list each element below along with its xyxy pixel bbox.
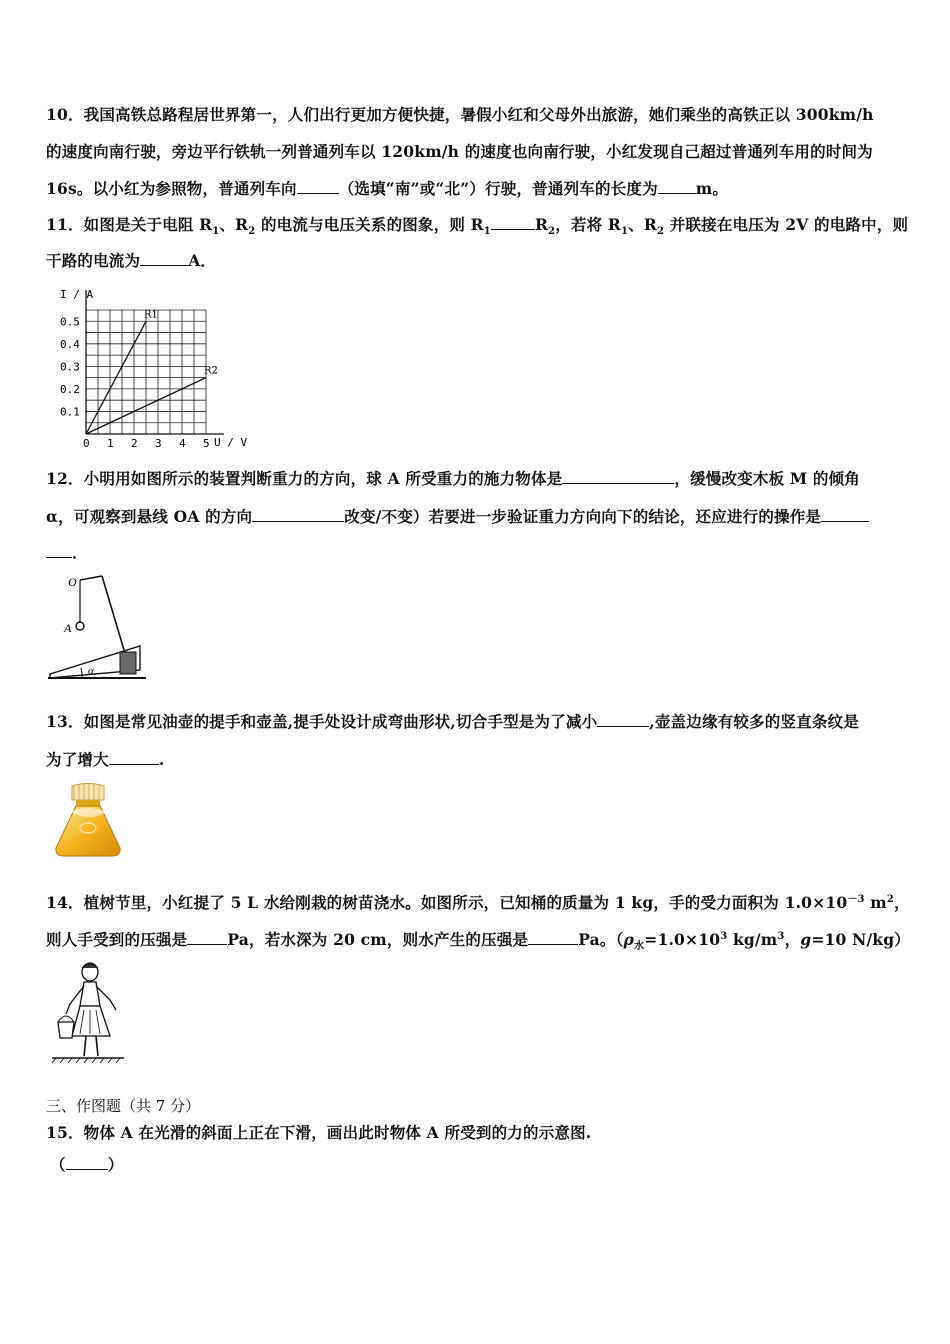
answer-blank[interactable]: [297, 179, 339, 194]
q14-line-1: 14．植树节里，小红提了 5 L 水给刚栽的树苗浇水。如图所示，已知桶的质量为 1 kg，手的受力面积为 $1.0\times 10^{-3}$ $m^2$，: [46, 893, 910, 913]
x-tick-label: 1: [107, 437, 114, 450]
label-alpha: α: [88, 665, 94, 677]
ball-a: [76, 622, 84, 630]
q10-line-3: 16s。以小红为参照物，普通列车向 （选填“南”或“北”）行驶，普通列车的长度为 m。: [46, 179, 729, 198]
left-leg: [84, 1036, 86, 1056]
y-tick-label: 0.3: [60, 360, 80, 374]
answer-blank[interactable]: [109, 750, 159, 765]
oil-bottle-figure: [52, 782, 124, 858]
stand-post: [102, 576, 124, 650]
skirt: [72, 1006, 110, 1036]
bottle-neck: [76, 800, 100, 806]
y-tick-label: 0.5: [60, 315, 80, 329]
answer-blank[interactable]: [562, 469, 674, 484]
x-tick-label: 5: [203, 437, 210, 450]
hair: [82, 964, 98, 968]
q12-line-2: α，可观察到悬线 OA 的方向 改变/不变）若要进一步验证重力方向向下的结论，还应进行的操作是: [46, 505, 869, 527]
x-tick-label: 0: [83, 437, 90, 450]
answer-blank[interactable]: [528, 930, 578, 945]
q12-line-1: 12．小明用如图所示的装置判断重力的方向，球 A 所受重力的施力物体是 ，缓慢改变木板 M 的倾角: [46, 469, 860, 488]
q10-line-1: 10．我国高铁总路程居世界第一，人们出行更加方便快捷，暑假小红和父母外出旅游，她们乘坐的高铁正以 300km/h: [46, 105, 874, 124]
hanger-arm: [80, 576, 102, 580]
q15-answer-line: （ ）: [50, 1155, 124, 1174]
q14-line-2: 则人手受到的压强是 Pa，若水深为 20 cm，则水产生的压强是 Pa。（$\rho_水=1.0\times 10^3$ $kg/m^3$，g=10 N/kg）: [46, 930, 910, 953]
x-tick-label: 2: [131, 437, 138, 450]
bucket-handle: [58, 1016, 74, 1022]
label-o: O: [68, 575, 77, 589]
x-tick-label: 4: [179, 437, 186, 450]
answer-blank[interactable]: [187, 930, 227, 945]
answer-blank[interactable]: [658, 179, 696, 194]
y-tick-label: 0.4: [60, 337, 80, 351]
q15-line-1: 15．物体 A 在光滑的斜面上正在下滑，画出此时物体 A 所受到的力的示意图.: [46, 1123, 592, 1142]
y-tick-label: 0.2: [60, 382, 80, 396]
iu-graph: [56, 284, 256, 450]
q11-line-2: 干路的电流为 A．: [46, 251, 217, 270]
section-heading: 三、作图题（共 7 分）: [46, 1097, 201, 1115]
answer-blank[interactable]: [66, 1155, 108, 1170]
answer-blank[interactable]: [821, 507, 869, 522]
answer-blank[interactable]: [140, 251, 188, 266]
right-leg: [96, 1036, 98, 1056]
torso: [80, 982, 100, 1006]
answer-blank[interactable]: [46, 543, 72, 558]
answer-blank[interactable]: [597, 712, 649, 727]
series-label-r1: R1: [144, 309, 158, 321]
answer-blank[interactable]: [252, 507, 344, 522]
q12-line-3: ．: [46, 541, 88, 563]
label-a: A: [64, 621, 72, 635]
x-tick-label: 3: [155, 437, 162, 450]
bucket: [58, 1022, 74, 1038]
girl-bucket-figure: [50, 960, 126, 1064]
answer-blank[interactable]: [491, 215, 535, 230]
q11-line-1: 11．如图是关于电阻 $R_1$、$R_2$ 的电流与电压关系的图象，则 $R_1$ $R_2$，若将 $R_1$、$R_2$ 并联接在电压为 2V 的电路中，则: [46, 215, 909, 238]
support-block: [120, 652, 136, 674]
q10-line-2: 的速度向南行驶，旁边平行铁轨一列普通列车以 120km/h 的速度也向南行驶，小红发现自己超过普通列车用的时间为: [46, 142, 873, 161]
x-axis-label: U / V: [214, 436, 248, 449]
y-axis-label: I / A: [60, 288, 94, 301]
q13-line-1: 13．如图是常见油壶的提手和壶盖,提手处设计成弯曲形状,切合手型是为了减小 ,壶盖边缘有较多的竖直条纹是: [46, 712, 859, 731]
q13-line-2: 为了增大 .: [46, 750, 165, 769]
series-label-r2: R2: [204, 365, 218, 377]
incline-plumb-figure: [48, 570, 148, 680]
y-tick-label: 0.1: [60, 405, 80, 419]
